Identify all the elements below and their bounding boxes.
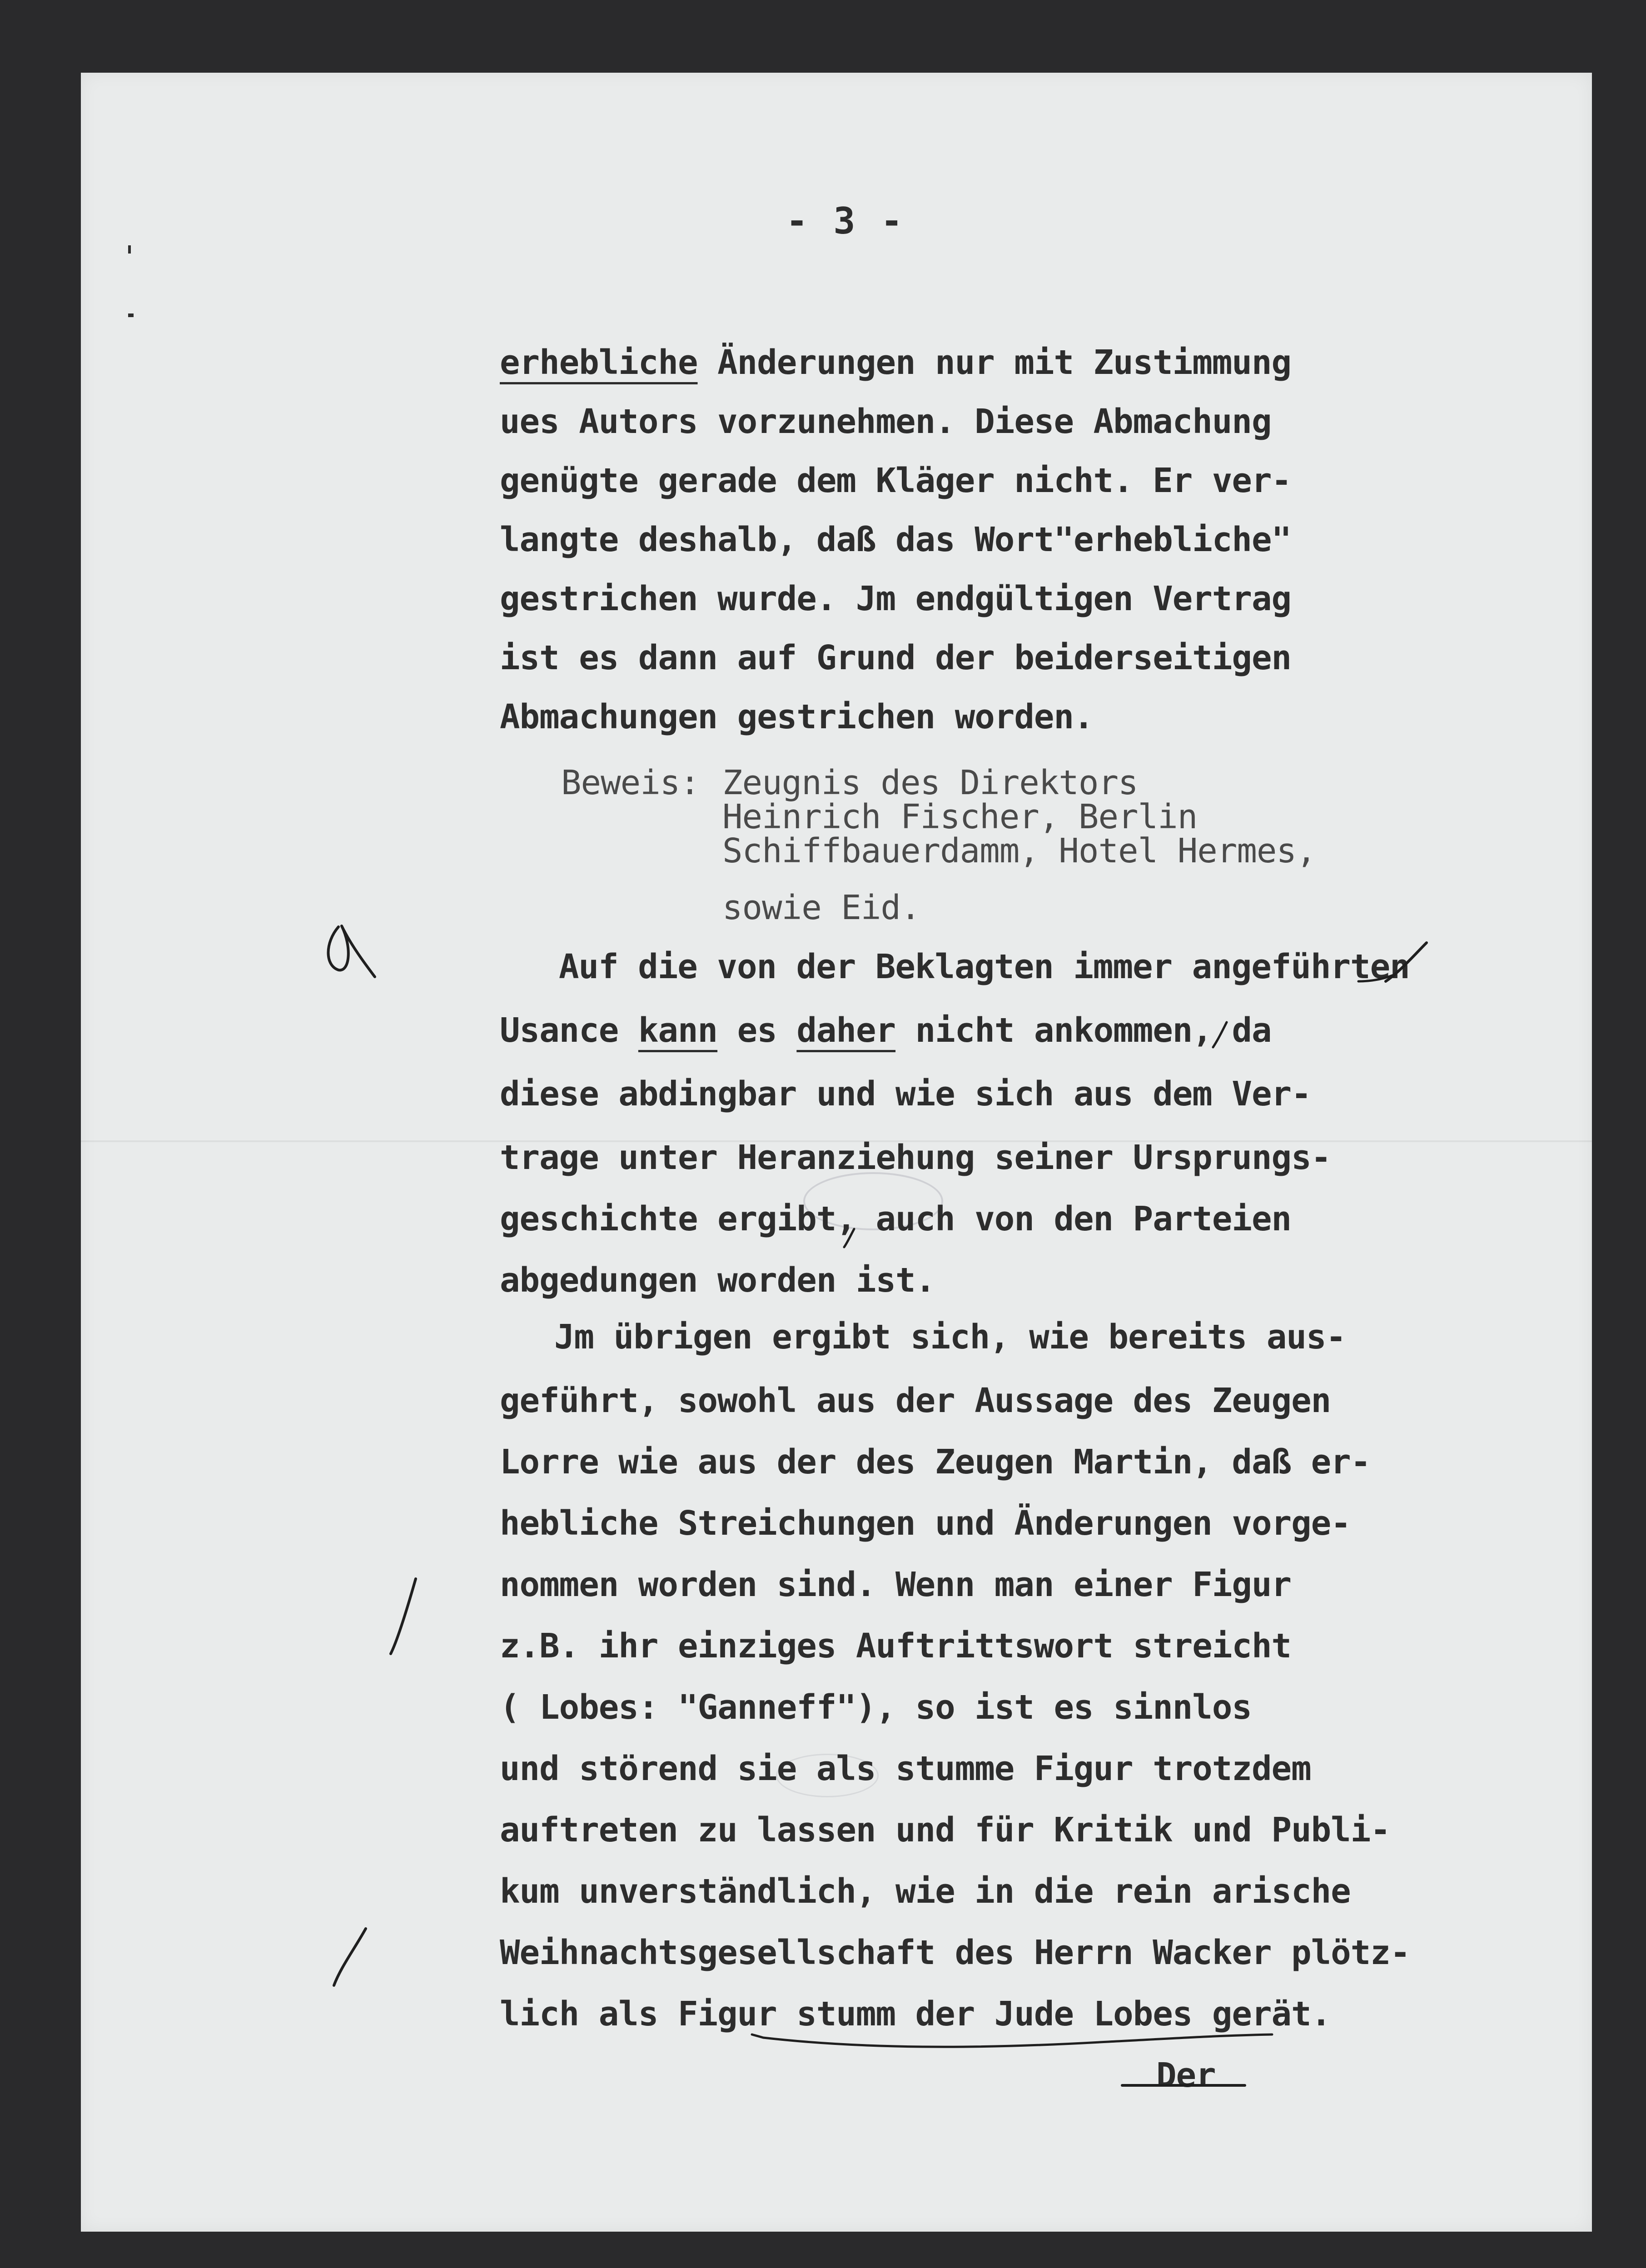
text-line: ist es dann auf Grund der beiderseitigen [500, 638, 1292, 677]
text-line: Auf die von der Beklagten immer angeführten [559, 947, 1410, 986]
margin-stroke-mark [334, 1929, 366, 1985]
text-line: genügte gerade dem Kläger nicht. Er ver- [500, 461, 1292, 500]
text-line: geschichte ergibt, auch von den Parteien [500, 1199, 1292, 1238]
text-line: ( Lobes: "Ganneff"), so ist es sinnlos [500, 1688, 1252, 1727]
evidence-line: Schiffbauerdamm, Hotel Hermes, [722, 831, 1316, 870]
evidence-label: Beweis: [561, 763, 700, 802]
text-line: gestrichen wurde. Jm endgültigen Vertrag [500, 579, 1292, 618]
text-line: geführt, sowohl aus der Aussage des Zeugen [500, 1381, 1331, 1420]
text-line: abgedungen worden ist. [500, 1261, 935, 1300]
handwritten-comma-mark [1213, 1022, 1227, 1047]
text-line: ues Autors vorzunehmen. Diese Abmachung [500, 402, 1272, 441]
margin-check-mark [328, 926, 375, 977]
text-line: kum unverständlich, wie in die rein arische [500, 1872, 1351, 1911]
evidence-line: sowie Eid. [722, 888, 920, 927]
text-line: und störend sie als stumme Figur trotzdem [500, 1749, 1311, 1788]
margin-stroke-mark [391, 1579, 416, 1654]
text-line: Lorre wie aus der des Zeugen Martin, daß er- [500, 1442, 1371, 1482]
text-line: langte deshalb, daß das Wort"erhebliche" [500, 520, 1292, 559]
handwritten-underline-short [752, 2034, 763, 2038]
text-line: Usance kann es daher nicht ankommen, da [500, 1011, 1272, 1050]
text-line: z.B. ihr einziges Auftrittswort streicht [500, 1626, 1292, 1666]
text-line: Abmachungen gestrichen worden. [500, 697, 1094, 736]
text-line: trage unter Heranziehung seiner Ursprungs- [500, 1138, 1331, 1177]
text-line: Weihnachtsgesellschaft des Herrn Wacker plötz- [500, 1933, 1410, 1972]
text-line: hebliche Streichungen und Änderungen vorge- [500, 1504, 1351, 1543]
handwritten-comma-mark [844, 1229, 854, 1247]
evidence-line: Zeugnis des Direktors [722, 763, 1138, 802]
text-line: lich als Figur stumm der Jude Lobes gerät. [500, 1994, 1331, 2034]
text-line: auftreten zu lassen und für Kritik und Publi- [500, 1810, 1390, 1850]
text-line: erhebliche Änderungen nur mit Zustimmung [500, 343, 1292, 382]
underlined-word: kann [638, 1011, 718, 1050]
evidence-line: Heinrich Fischer, Berlin [722, 797, 1198, 836]
page-number: - 3 - [786, 200, 905, 242]
catchword: Der [1156, 2056, 1216, 2095]
handwritten-underline [763, 2034, 1272, 2047]
text-line: diese abdingbar und wie sich aus dem Ver- [500, 1074, 1311, 1114]
text-line: Jm übrigen ergibt sich, wie bereits aus- [554, 1318, 1346, 1357]
underlined-word: daher [796, 1011, 896, 1050]
text-line: nommen worden sind. Wenn man einer Figur [500, 1565, 1292, 1604]
underlined-word: erhebliche [500, 343, 698, 382]
